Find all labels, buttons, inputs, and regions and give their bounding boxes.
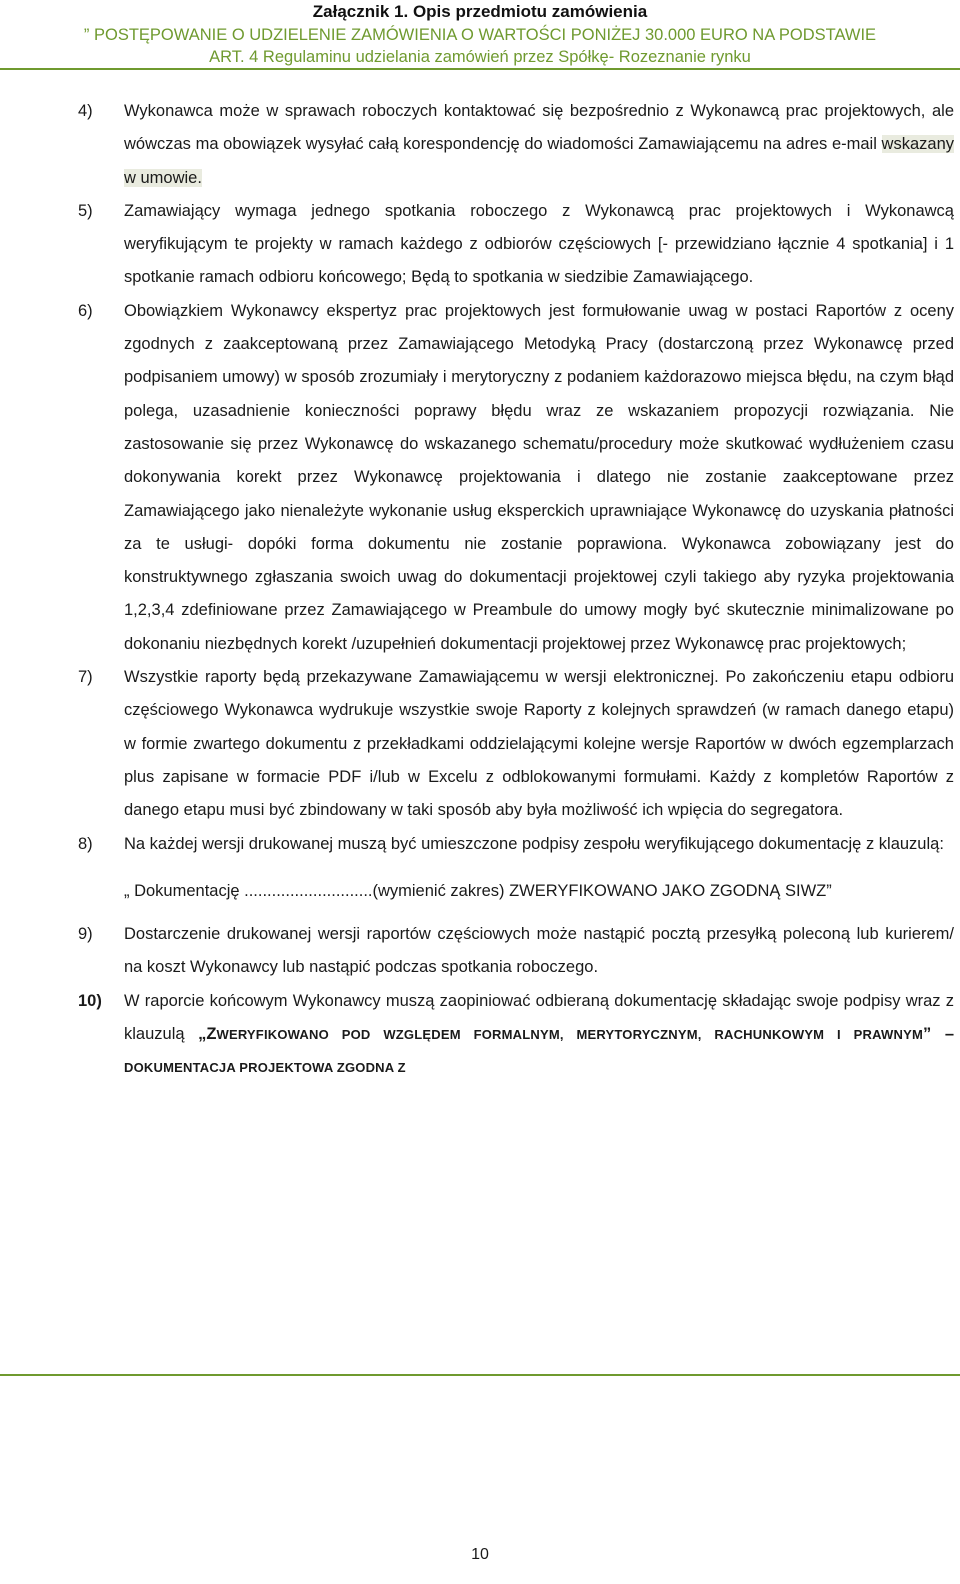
page-header bbox=[0, 0, 960, 68]
document-title: Załącznik 1. Opis przedmiotu zamówienia bbox=[312, 2, 648, 21]
list-item-5 bbox=[78, 195, 954, 295]
item-number: 4) bbox=[78, 102, 93, 120]
list-item-10 bbox=[78, 985, 954, 1085]
clause-dash: – bbox=[931, 1025, 954, 1044]
item-number: 5) bbox=[78, 201, 93, 220]
item-text bbox=[124, 95, 954, 195]
item-text bbox=[124, 985, 954, 1085]
item-text: Dostarczenie drukowanej wersji raportów częściowych może nastąpić pocztą przesyłką poleconą lub kurierem/ na koszt Wykonawcy lub nastąpić podczas spotkania roboczego. bbox=[124, 925, 954, 977]
item-text: Zamawiający wymaga jednego spotkania roboczego z Wykonawcą prac projektowych i Wykonawcą weryfikującym te projekty w ramach każdego z odbiorów częściowych [- przewidziano łącznie 4 spotkania] i 1 spotkanie ramach odbioru końcowego; Będą to spotkania w siedzibie Zamawiającego. bbox=[124, 201, 954, 287]
document-body bbox=[78, 95, 954, 1085]
clause-initial: Z bbox=[206, 1025, 217, 1044]
item-text: Obowiązkiem Wykonawcy ekspertyz prac projektowych jest formułowanie uwag w postaci Raportów z oceny zgodnych z zaakceptowaną przez Zamawiającego Metodyką Pracy (dostarczoną przez Wykonawcę przed podpisaniem umowy) w sposób zrozumiały i merytoryczny z podaniem każdorazowo miejsca błędu, na czym błąd polega, uzasadnienie konieczności poprawy błędu wraz ze wskazaniem propozycji rozwiązania. Nie zastosowanie się przez Wykonawcę do wskazanego schematu/procedury może skutkować wydłużeniem czasu dokonywania korekt przez Wykonawcę projektowania i dlatego nie zostanie zaakceptowane przez Zamawiającego jako nienależyte wykonanie usług eksperckich uprawniające Wykonawcę do uzyskania płatności za te usługi- dopóki forma dokumentu nie zostanie poprawiona. Wykonawca zobowiązany jest do konstruktywnego zgłaszania swoich uwag do dokumentacji projektowej czyli takiego aby ryzyka projektowania 1,2,3,4 zdefiniowane przez Zamawiającego w Preambule do umowy mogły być skutecznie minimalizowane po dokonaniu niezbędnych korekt /uzupełnień dokumentacji projektowej przez Wykonawcę prac projektowych; bbox=[124, 301, 954, 653]
list-item-9 bbox=[78, 918, 954, 985]
list-item-4 bbox=[78, 95, 954, 195]
clause-quote: „ Dokumentację ............................(wymienić zakres) ZWERYFIKOWANO JAKO ZGODNĄ SIWZ” bbox=[124, 881, 832, 900]
item-number: 7) bbox=[78, 668, 93, 687]
item-text: Wszystkie raporty będą przekazywane Zamawiającemu w wersji elektronicznej. Po zakończeniu etapu odbioru częściowego Wykonawca wydrukuje wszystkie swoje Raporty z kolejnych sprawdzeń (w ramach danego etapu) w formie zwartego dokumentu z przekładkami oddzielającymi kolejne wersje Raportów w dwóch egzemplarzach plus zapisane w formacie PDF i/lub w Excelu z odblokowanymi formułami. Każdy z kompletów Raportów z danego etapu musi być zbindowany w taki sposób aby była możliwość ich wpięcia do segregatora. bbox=[124, 668, 954, 820]
open-quote: „ bbox=[198, 1025, 207, 1044]
list-item-7 bbox=[78, 661, 954, 827]
list-item-8 bbox=[78, 828, 954, 861]
clause-text: WERYFIKOWANO POD WZGLĘDEM FORMALNYM, MERYTORYCZNYM, RACHUNKOWYM I PRAWNYM bbox=[216, 1027, 923, 1043]
page-number: 10 bbox=[471, 1546, 489, 1563]
highlighted-text: wskazany w umowie. bbox=[124, 135, 954, 187]
header-divider bbox=[0, 68, 960, 70]
item-number: 6) bbox=[78, 301, 93, 320]
footer-divider bbox=[0, 1374, 960, 1376]
close-quote: ” bbox=[922, 1025, 932, 1044]
item-text: Na każdej wersji drukowanej muszą być umieszczone podpisy zespołu weryfikującego dokumentację z klauzulą: bbox=[124, 834, 944, 853]
header-subtitle-line1: ” POSTĘPOWANIE O UDZIELENIE ZAMÓWIENIA O WARTOŚCI PONIŻEJ 30.000 EURO NA PODSTAWIE bbox=[83, 26, 877, 44]
item-number: 9) bbox=[78, 925, 93, 944]
list-item-6 bbox=[78, 295, 954, 661]
item-number: 10) bbox=[78, 991, 102, 1010]
clause-text-2: DOKUMENTACJA PROJEKTOWA ZGODNA Z bbox=[124, 1060, 406, 1076]
item-text-main: W raporcie końcowym Wykonawcy muszą zaopiniować odbieraną dokumentację składając swoje podpisy wraz z klauzulą bbox=[124, 991, 954, 1044]
item-number: 8) bbox=[78, 834, 93, 853]
item-text-main: Wykonawca może w sprawach roboczych kontaktować się bezpośrednio z Wykonawcą prac projektowych, ale wówczas ma obowiązek wysyłać całą korespondencję do wiadomości Zamawiającemu na adres e-mail bbox=[124, 102, 954, 154]
header-subtitle-line2: ART. 4 Regulaminu udzielania zamówień przez Spółkę- Rozeznanie rynku bbox=[209, 48, 751, 66]
